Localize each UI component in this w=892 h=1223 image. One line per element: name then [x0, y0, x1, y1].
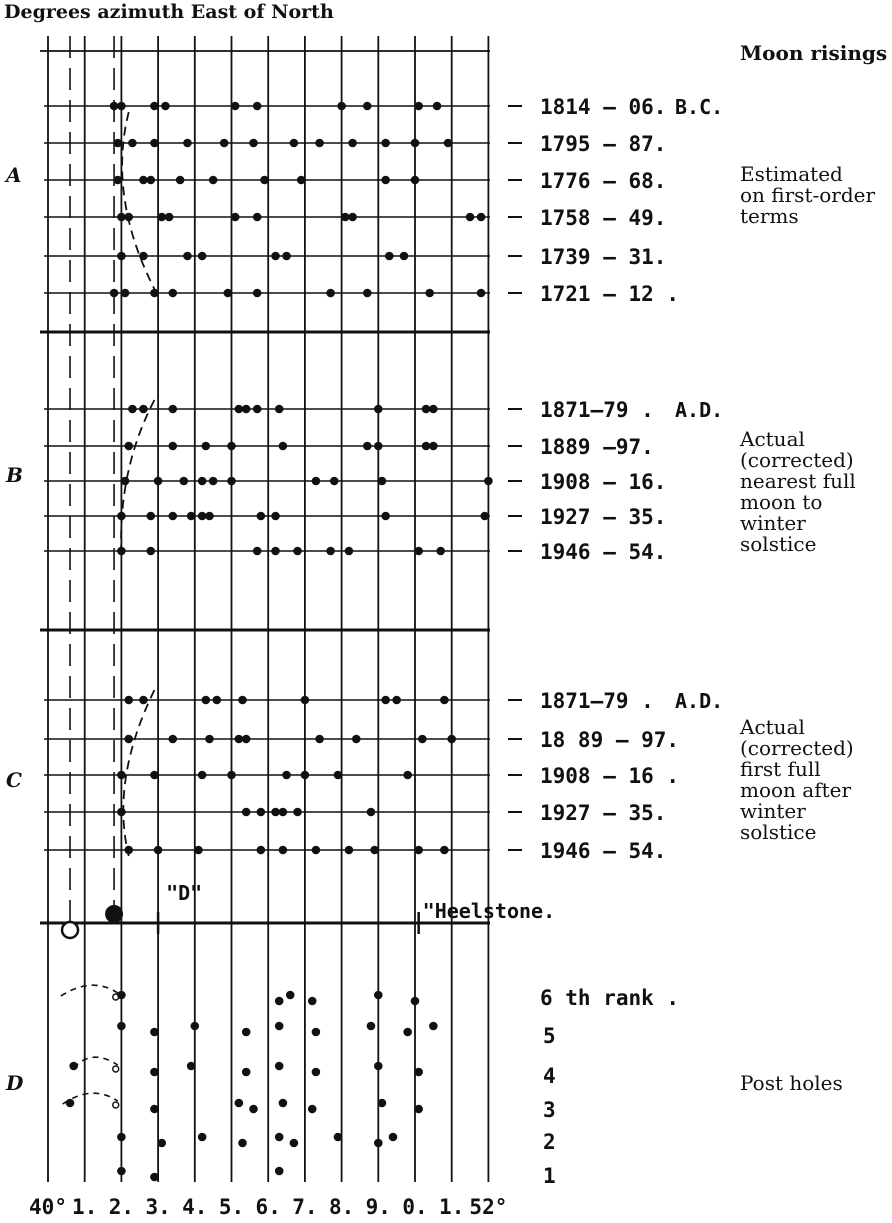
moon-rising-dot [466, 213, 475, 222]
post-hole [117, 1167, 126, 1176]
moon-rising-dot [480, 512, 489, 521]
x-tick-label: 4. [182, 1195, 208, 1219]
moon-rising-dot [297, 176, 306, 185]
rank-label: 4 [543, 1064, 556, 1088]
moon-rising-dot [326, 289, 335, 298]
row-year-label: 1814 – 06. [540, 95, 667, 119]
moon-rising-dot [312, 846, 321, 855]
post-hole [334, 1133, 343, 1142]
moon-rising-dot [282, 771, 291, 780]
moon-rising-dot [227, 771, 236, 780]
moon-rising-dot [290, 139, 299, 148]
moon-rising-dot [348, 213, 357, 222]
moon-rising-dot [370, 846, 379, 855]
moon-rising-dot [253, 213, 262, 222]
moon-rising-dot [257, 846, 266, 855]
moon-rising-dot [257, 808, 266, 817]
heelstone-label: "Heelstone. [422, 899, 556, 923]
moon-rising-dot [124, 213, 133, 222]
moon-rising-dot [275, 405, 284, 414]
post-hole [275, 1167, 284, 1176]
post-hole [275, 1062, 284, 1071]
moon-rising-dot [110, 102, 119, 111]
row-labels [4, 95, 875, 1188]
moon-rising-dot [414, 846, 423, 855]
moon-rising-dot [117, 252, 126, 261]
moon-rising-dot [348, 139, 357, 148]
moon-rising-dot [363, 289, 372, 298]
moon-rising-dot [150, 289, 159, 298]
moon-rising-dot [484, 477, 493, 486]
row-year-label: 1908 – 16. [540, 470, 667, 494]
post-hole [69, 1062, 78, 1071]
post-hole [157, 1139, 166, 1148]
rank-label: 3 [543, 1098, 556, 1122]
x-tick-label: 0. [402, 1195, 428, 1219]
moon-rising-dot [117, 213, 126, 222]
moon-rising-dot [279, 442, 288, 451]
moon-rising-dot [238, 696, 247, 705]
moon-rising-dot [381, 696, 390, 705]
moon-rising-dot [242, 808, 251, 817]
moon-rising-dot [242, 405, 251, 414]
moon-rising-dot [422, 442, 431, 451]
moon-rising-dot [227, 442, 236, 451]
moon-rising-dot [187, 512, 196, 521]
post-hole-arc [74, 1057, 118, 1068]
moon-rising-dot [209, 477, 218, 486]
row-year-label: 1927 – 35. [540, 505, 667, 529]
post-hole [374, 991, 383, 1000]
row-year-label: 1946 – 54. [540, 839, 667, 863]
post-hole [150, 1173, 159, 1182]
section-note-line: winter [740, 799, 806, 823]
moon-rising-dot [213, 696, 222, 705]
moon-rising-dot [235, 405, 244, 414]
x-tick-label: 3. [145, 1195, 171, 1219]
trend-curve-c [123, 690, 154, 856]
moon-rising-dot [113, 176, 122, 185]
figure-title: Degrees azimuth East of North [4, 1, 334, 23]
section-note-line: Estimated [740, 162, 843, 186]
moon-rising-dot [220, 139, 229, 148]
post-hole [198, 1133, 207, 1142]
section-letter-b: B [6, 463, 23, 487]
moon-rising-dot [198, 477, 207, 486]
moon-rising-dot [301, 696, 310, 705]
section-note-line: first full [740, 757, 821, 781]
section-letter-c: C [6, 768, 22, 792]
moon-risings-note: Moon risings [740, 41, 888, 65]
moon-rising-dot [433, 102, 442, 111]
section-note-line: nearest full [740, 469, 856, 493]
moon-rising-dot [337, 102, 346, 111]
moon-rising-dot [124, 442, 133, 451]
moon-rising-dot [422, 405, 431, 414]
post-hole [414, 1105, 423, 1114]
moon-rising-dot [436, 547, 445, 556]
section-note-line: solstice [740, 532, 817, 556]
moon-rising-dot [124, 846, 133, 855]
x-tick-label: 7. [292, 1195, 318, 1219]
row-year-label: 18 89 – 97. [540, 728, 680, 752]
moon-rising-dot [202, 696, 211, 705]
x-tick-label: 9. [365, 1195, 391, 1219]
moon-rising-dot [411, 176, 420, 185]
moon-rising-dot [242, 735, 251, 744]
moon-rising-dot [341, 213, 350, 222]
moon-rising-dot [363, 442, 372, 451]
x-tick-label: 5. [218, 1195, 245, 1219]
moon-rising-dot [345, 846, 354, 855]
moon-rising-dot [253, 547, 262, 556]
moon-rising-dot [205, 512, 214, 521]
moon-rising-dot [293, 547, 302, 556]
moon-rising-dot [381, 512, 390, 521]
moon-rising-dot [381, 139, 390, 148]
moon-rising-dot [282, 252, 291, 261]
moon-rising-dot [257, 512, 266, 521]
moon-rising-dot [312, 477, 321, 486]
post-hole-arc-end [113, 1066, 119, 1072]
moon-rising-dot [400, 252, 409, 261]
section-note-line: winter [740, 511, 806, 535]
moon-rising-dot [198, 512, 207, 521]
post-hole [117, 1133, 126, 1142]
moon-rising-dot [110, 289, 119, 298]
section-letter-d: D [6, 1071, 24, 1095]
post-hole [290, 1139, 299, 1148]
moon-rising-dot [157, 213, 166, 222]
moon-rising-dot [385, 252, 394, 261]
post-hole [187, 1062, 196, 1071]
moon-rising-dot [150, 771, 159, 780]
moon-rising-dot [425, 289, 434, 298]
moon-rising-dot [117, 547, 126, 556]
row-year-label: 1758 – 49. [540, 206, 667, 230]
post-hole [117, 1022, 126, 1031]
post-hole [312, 1068, 321, 1077]
moon-rising-dot [374, 442, 383, 451]
moon-rising-dot [231, 213, 240, 222]
moon-rising-dot [117, 512, 126, 521]
moon-rising-dot [429, 405, 438, 414]
moon-rising-dot [315, 139, 324, 148]
moon-rising-dot [139, 176, 148, 185]
post-hole [117, 991, 126, 1000]
moon-rising-dot [124, 735, 133, 744]
moon-rising-dot [154, 477, 163, 486]
post-hole [242, 1028, 251, 1037]
rank-label: 5 [543, 1024, 556, 1048]
row-year-label: 1946 – 54. [540, 540, 667, 564]
trend-curves [61, 112, 158, 1108]
filled-circle-marker [105, 905, 123, 923]
moon-rising-dot [330, 477, 339, 486]
section-note-line: Actual [740, 715, 805, 739]
moon-rising-dot [403, 771, 412, 780]
post-hole [66, 1099, 75, 1108]
grid [40, 36, 490, 1182]
x-tick-label: 52° [469, 1195, 508, 1219]
moon-rising-dot [447, 735, 456, 744]
x-tick-label: 1. [439, 1195, 465, 1219]
post-hole [411, 997, 420, 1006]
x-axis [29, 1195, 507, 1219]
moon-rising-dot [418, 735, 427, 744]
moon-rising-dot [293, 808, 302, 817]
moon-rising-dot [168, 442, 177, 451]
section-note-line: terms [740, 204, 799, 228]
section-note-line: on first-order [740, 183, 876, 207]
moon-rising-dot [209, 176, 218, 185]
moon-rising-dot [352, 735, 361, 744]
post-hole [429, 1022, 438, 1031]
moon-rising-dot [128, 405, 137, 414]
moon-rising-dot [271, 547, 280, 556]
moon-rising-dot [128, 139, 137, 148]
moon-rising-dot [161, 102, 170, 111]
post-hole [312, 1028, 321, 1037]
moon-rising-dot [315, 735, 324, 744]
moon-rising-dot [381, 176, 390, 185]
post-hole [150, 1068, 159, 1077]
moon-rising-dot [165, 213, 174, 222]
post-hole [238, 1139, 247, 1148]
post-hole [374, 1139, 383, 1148]
post-hole [374, 1062, 383, 1071]
section-note-line: (corrected) [740, 736, 854, 760]
moon-rising-dot [194, 846, 203, 855]
post-hole [150, 1105, 159, 1114]
moon-rising-dot [253, 102, 262, 111]
moon-rising-dot [378, 477, 387, 486]
open-circle-marker [62, 922, 78, 938]
moon-rising-dot [363, 102, 372, 111]
moon-rising-dot [414, 547, 423, 556]
x-tick-label: 6. [255, 1195, 281, 1219]
post-hole [414, 1068, 423, 1077]
post-hole [150, 1028, 159, 1037]
x-tick-label: 8. [328, 1195, 355, 1219]
post-hole [389, 1133, 398, 1142]
section-note-line: moon after [740, 778, 852, 802]
row-year-label: 1795 – 87. [540, 132, 667, 156]
moon-rising-dot [367, 808, 376, 817]
post-hole [275, 1133, 284, 1142]
section-note-line: Actual [740, 427, 805, 451]
moon-rising-dot [121, 477, 130, 486]
row-era-label: A.D. [675, 689, 724, 713]
moon-rising-dot [271, 512, 280, 521]
moon-rising-dot [227, 477, 236, 486]
rank-label: 2 [543, 1130, 556, 1154]
moon-rising-dot [168, 405, 177, 414]
rank-label: 1 [543, 1164, 556, 1188]
moon-rising-dot [334, 771, 343, 780]
moon-rising-dot [179, 477, 188, 486]
moon-rising-dot [231, 102, 240, 111]
moon-rising-dot [150, 139, 159, 148]
moon-rising-dot [414, 102, 423, 111]
section-note-line: moon to [740, 490, 823, 514]
moon-rising-dot [326, 547, 335, 556]
moon-rising-dot [117, 771, 126, 780]
x-tick-label: 1. [72, 1195, 98, 1219]
moon-rising-dot [168, 735, 177, 744]
section-note-line: solstice [740, 820, 817, 844]
x-tick-label: 2. [108, 1195, 135, 1219]
moon-rising-dot [301, 771, 310, 780]
moon-rising-dot [168, 289, 177, 298]
moon-rising-dot [260, 176, 269, 185]
post-hole-arc-end [113, 1102, 119, 1108]
post-hole [308, 1105, 317, 1114]
row-year-label: 1871–79 . [540, 398, 654, 422]
moon-rising-dot [235, 735, 244, 744]
moon-rising-dot [411, 139, 420, 148]
moon-rising-dot [121, 289, 130, 298]
moon-rising-dot [253, 405, 262, 414]
moon-rising-dot [198, 252, 207, 261]
row-year-label: 1889 –97. [540, 435, 654, 459]
moon-rising-dot [392, 696, 401, 705]
moon-rising-dot [183, 139, 192, 148]
post-hole-arc [61, 985, 118, 996]
post-hole [403, 1028, 412, 1037]
x-tick-label: 40° [29, 1195, 67, 1219]
row-year-label: 1776 – 68. [540, 169, 667, 193]
moon-rising-dot [271, 252, 280, 261]
row-era-label: A.D. [675, 398, 724, 422]
post-hole [235, 1099, 244, 1108]
row-year-label: 1927 – 35. [540, 801, 667, 825]
moon-rising-dot [205, 735, 214, 744]
row-year-label: 1908 – 16 . [540, 764, 680, 788]
moon-rising-dot [139, 405, 148, 414]
moon-rising-dot [279, 808, 288, 817]
post-holes-note: Post holes [740, 1071, 843, 1095]
post-hole [242, 1068, 251, 1077]
moon-rising-dot [146, 547, 155, 556]
section-note-line: (corrected) [740, 448, 854, 472]
post-hole [308, 997, 317, 1006]
post-hole [279, 1099, 288, 1108]
moon-rising-dot [113, 139, 122, 148]
moon-rising-dot [117, 808, 126, 817]
moon-rising-dot [271, 808, 280, 817]
post-hole [367, 1022, 376, 1031]
moon-rising-dot [345, 547, 354, 556]
data-marks [62, 102, 493, 1182]
moon-rising-dot [146, 176, 155, 185]
post-hole [191, 1022, 200, 1031]
moon-rising-dot [146, 512, 155, 521]
moon-rising-dot [168, 512, 177, 521]
post-hole [249, 1105, 258, 1114]
moon-rising-dot [150, 102, 159, 111]
moon-rising-dot [183, 252, 192, 261]
stone-d-label: "D" [166, 881, 203, 905]
moon-rising-dot [202, 442, 211, 451]
row-era-label: B.C. [675, 95, 724, 119]
row-year-label: 1871–79 . [540, 689, 654, 713]
moon-rising-dot [139, 252, 148, 261]
moon-rising-dot [198, 771, 207, 780]
post-hole [275, 997, 284, 1006]
moon-rising-dot [374, 405, 383, 414]
moon-rising-dot [477, 213, 486, 222]
row-year-label: 1739 – 31. [540, 245, 667, 269]
moon-rising-dot [249, 139, 258, 148]
moon-rising-dot [444, 139, 453, 148]
moon-rising-dot [224, 289, 233, 298]
section-letter-a: A [6, 163, 22, 187]
moon-rising-dot [440, 846, 449, 855]
moon-rising-dot [253, 289, 262, 298]
moon-rising-dot [440, 696, 449, 705]
moon-rising-dot [117, 102, 126, 111]
moon-rising-dot [279, 846, 288, 855]
post-hole [286, 991, 295, 1000]
post-hole [378, 1099, 387, 1108]
moon-rising-dot [477, 289, 486, 298]
moon-rising-dot [139, 696, 148, 705]
rank-label: 6 th rank . [540, 986, 680, 1010]
moon-rising-dot [429, 442, 438, 451]
moon-rising-dot [124, 696, 133, 705]
moon-rising-dot [154, 846, 163, 855]
row-year-label: 1721 – 12 . [540, 282, 680, 306]
moon-rising-dot [176, 176, 185, 185]
post-hole [275, 1022, 284, 1031]
